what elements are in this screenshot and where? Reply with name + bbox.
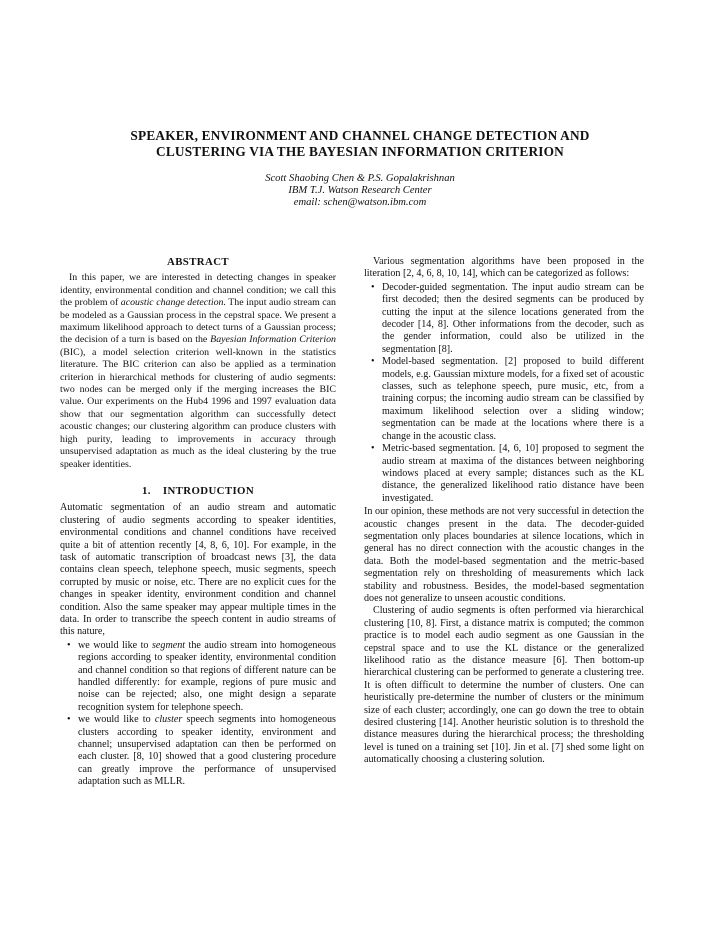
segmentation-bullet-list <box>364 282 644 505</box>
bullet-metric-based: • Metric-based segmentation. [4, 6, 10] proposed to segment the audio stream at maxima of the distances between neighboring windows placed at every sample; distances such as the KL distance, the generalized likelihood ratio distance have been investigated. <box>364 443 644 505</box>
author-email: email: schen@watson.ibm.com <box>293 197 427 208</box>
intro-paragraph-1: Automatic segmentation of an audio stream and automatic clustering of audio segments according to speaker identities, environmental conditions and channel conditions have received quite a bit of attention recently [4, 8, 6, 10]. For example, in the task of automatic transcription of broadcast news [3], the data contains clean speech, telephone speech, music segments, speech corrupted by music or noise, etc. There are no explicit cues for the changes in speaker identity, environment condition and channel condition. Also the same speaker may appear multiple times in the data. In order to transcribe the speech content in audio streams of this nature, <box>60 502 336 638</box>
intro-bullet-segment <box>60 640 336 714</box>
abstract-text-b: The input audio stream can be modeled as a Gaussian process in the cepstral space. We present a maximum likelihood approach to detect turns of a Gaussian process; the decision of a turn is based on the <box>60 297 336 346</box>
bullet-decoder-guided: • Decoder-guided segmentation. The input audio stream can be first decoded; then the desired segments can be produced by cutting the input at the silence locations generated from the decoder [14, 8]. Other informations from the decoder, such as the gender information, could also be utilized in the segmentation [8]. <box>364 282 644 356</box>
abstract-paragraph <box>60 272 336 471</box>
title-line-1: SPEAKER, ENVIRONMENT AND CHANNEL CHANGE DETECTION AND <box>130 128 590 143</box>
bullet-model-based: • Model-based segmentation. [2] proposed to build different models, e.g. Gaussian mixture models, for a fixed set of acoustic classes, such as telephone speech, pure music, etc, from a training corpus; the incoming audio stream can be classified by maximum likelihood selection over a sliding window; segmentation can be made at the locations where there is a change in the acoustic class. <box>364 356 644 443</box>
right-paragraph-3: Clustering of audio segments is often performed via hierarchical clustering [10, 8]. First, a distance matrix is computed; the common practice is to model each audio segment as one Gaussian in the cepstral space and to use the KL distance or the generalized likelihood ratio as the distance measure [6]. Then bottom-up hierarchical clustering can be performed to generate a clustering tree. It is often difficult to determine the number of clusters. One can heuristically pre-determine the number of clusters or the minimum size of each cluster; accordingly, one can go down the tree to obtain desired clustering [14]. Another heuristic solution is to threshold the distance measures during the hierarchical process; the thresholding level is tuned on a training set [10]. Jin et al. [7] shed some light on automatically choosing a clustering solution. <box>364 605 644 766</box>
author-names: Scott Shaobing Chen & P.S. Gopalakrishnan <box>265 173 455 184</box>
bullet-text: we would like to <box>78 639 152 651</box>
abstract-text-a: In this paper, we are interested in detecting changes in speaker identity, environmental condition and channel condition; we call this the problem of <box>60 272 336 309</box>
bullet-text: the audio stream into homogeneous regions according to speaker identity, environmental condition and channel condition so that regions of different nature can be handled differently: for example, regions of pure music and noise can be rejected; also, one might design a separate recognition system for telephone speech. <box>78 639 336 713</box>
abstract-text-c: (BIC), a model selection criterion well-known in the statistics literature. The BIC criterion can also be applied as a termination criterion in hierarchical methods for clustering of audio segments: two nodes can be merged only if the merging increases the BIC value. Our experiments on the Hub4 1996 and 1997 evaluation data show that our segmentation algorithm can successfully detect acoustic changes; our clustering algorithm can produce clusters with high purity, leading to improvements in accuracy through unsupervised adaptation as much as the ideal clustering by the true speaker identities. <box>60 346 336 470</box>
author-affiliation: IBM T.J. Watson Research Center <box>288 185 432 196</box>
abstract-emphasis-a: acoustic change detection. <box>120 297 226 309</box>
right-column <box>364 256 644 767</box>
right-paragraph-1: Various segmentation algorithms have been proposed in the literation [2, 4, 6, 8, 10, 14], which can be categorized as follows: <box>364 256 644 280</box>
bullet-text: speech segments into homogeneous clusters according to speaker identity, environment and channel; unsupervised adaptation can then be performed on each cluster. [8, 10] showed that a good clustering procedure can greatly improve the performance of unsupervised adaptation such as MLLR. <box>78 714 336 788</box>
bullet-emphasis: cluster <box>154 714 183 726</box>
author-block <box>60 173 660 209</box>
left-column <box>60 256 336 790</box>
title-line-2: CLUSTERING VIA THE BAYESIAN INFORMATION CRITERION <box>156 144 564 159</box>
intro-bullet-list <box>60 640 336 789</box>
right-paragraph-2: In our opinion, these methods are not very successful in detection the acoustic changes present in the data. The decoder-guided segmentation only places boundaries at silence locations, which in general has no direct connection with the acoustic changes in the data. Both the model-based segmentation and the metric-based segmentation rely on thresholding of measurements which lack stability and robustness. Besides, the model-based segmentation does not generalize to unseen acoustic conditions. <box>364 506 644 604</box>
intro-bullet-cluster <box>60 714 336 788</box>
section-title: INTRODUCTION <box>162 484 255 497</box>
abstract-emphasis-b: Bayesian Information Criterion <box>210 334 336 346</box>
section-number: 1. <box>141 484 151 497</box>
abstract-heading: ABSTRACT <box>167 256 229 268</box>
bullet-emphasis: segment <box>151 639 186 651</box>
bullet-text: we would like to <box>78 714 155 726</box>
paper-title <box>60 128 660 160</box>
introduction-heading <box>60 485 336 497</box>
